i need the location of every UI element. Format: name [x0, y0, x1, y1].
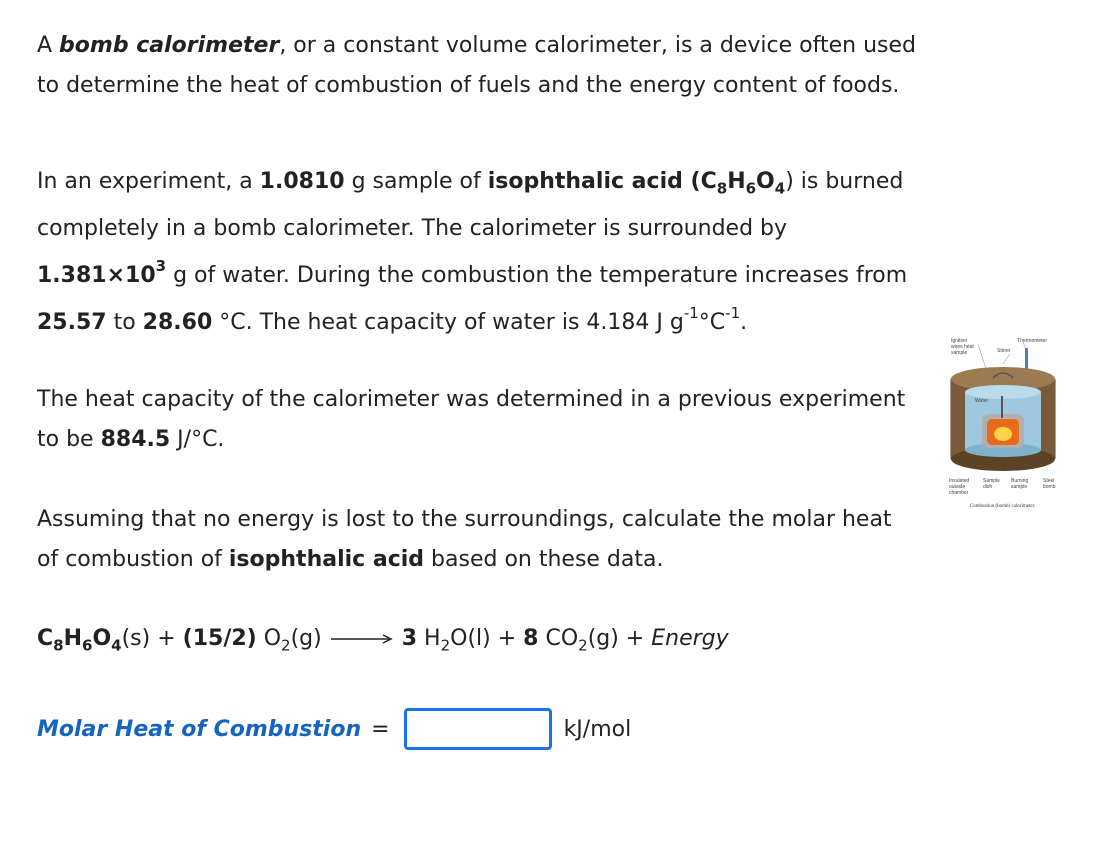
eq-sub: 6 — [82, 636, 93, 655]
water-mass-base: 1.381×10 — [37, 263, 156, 288]
reaction-equation — [37, 619, 917, 659]
eq-part: H — [417, 626, 441, 651]
co2-coefficient: 8 — [523, 626, 539, 651]
exp-text: to — [106, 310, 143, 335]
eq-part: (g) + — [587, 626, 652, 651]
eq-sub: 2 — [578, 636, 588, 655]
sample-mass: 1.0810 — [259, 169, 345, 194]
eq-sub: 2 — [281, 636, 291, 655]
bomb-calorimeter-figure — [935, 334, 1070, 514]
label-insulated: Insulated outside chamber — [949, 478, 970, 496]
cal-text: J/°C. — [170, 427, 225, 452]
exp-text: °C. The heat capacity of water is 4.184 J g — [212, 310, 684, 335]
cal-text: The heat capacity of the calorimeter was determined in a previous experiment to be — [37, 387, 906, 452]
experiment-paragraph — [37, 158, 917, 346]
exp-text: g of water. During the combustion the temperature increases from — [166, 263, 908, 288]
molar-heat-input[interactable] — [404, 708, 552, 750]
energy-term: Energy — [651, 626, 729, 651]
label-dish: Sample dish — [983, 478, 1000, 490]
eq-part: C — [37, 626, 54, 651]
question-compound: isophthalic acid — [228, 547, 425, 572]
label-stirrer: Stirrer — [997, 348, 1011, 354]
label-burning: Burning sample — [1011, 478, 1029, 490]
figure-caption: Combustion (bomb) calorimeter. — [969, 504, 1036, 509]
eq-sub: 8 — [53, 636, 64, 655]
exp-text: ) is burned completely in a bomb calorimeter. The calorimeter is surrounded by — [37, 169, 904, 241]
label-thermometer: Thermometer — [1017, 338, 1048, 344]
answer-row — [37, 707, 917, 751]
bomb-calorimeter-term: bomb calorimeter — [59, 33, 280, 58]
final-temp: 28.60 — [142, 310, 213, 335]
eq-part: (s) + — [121, 626, 183, 651]
calorimeter-heat-capacity: 884.5 — [100, 427, 171, 452]
water-mass-exp: 3 — [155, 256, 167, 275]
formula-part: C — [700, 169, 717, 194]
q-text: Assuming that no energy is lost to the surroundings, calculate the molar heat of combustion of — [37, 507, 892, 572]
formula-part: H — [727, 169, 746, 194]
q-text: based on these data. — [424, 547, 664, 572]
eq-sub: 4 — [111, 636, 122, 655]
o2-coefficient: (15/2) — [182, 626, 257, 651]
eq-part: O(l) + — [450, 626, 524, 651]
exp-text: . — [740, 310, 748, 335]
formula-part: O — [756, 169, 775, 194]
initial-temp: 25.57 — [37, 310, 107, 335]
formula-sub: 8 — [716, 179, 728, 198]
eq-part: (g) — [290, 626, 322, 651]
formula-sub: 6 — [745, 179, 757, 198]
label-water: Water — [975, 398, 989, 404]
eq-part: O — [256, 626, 282, 651]
h2o-coefficient: 3 — [401, 626, 418, 651]
label-bomb: Steel bomb — [1043, 478, 1056, 490]
eq-part: H — [63, 626, 83, 651]
intro-text-rest: , or a constant volume calorimeter, is a device often used to determine the heat of combustion of fuels and the energy content of foods. — [37, 33, 916, 98]
compound-name: isophthalic acid — [487, 169, 683, 194]
question-paragraph — [37, 500, 917, 580]
eq-sub: 2 — [440, 636, 451, 655]
label-ignition: Ignition wires heat sample — [951, 338, 974, 356]
equals-sign: = — [371, 716, 390, 742]
unit-exp: -1 — [683, 303, 699, 322]
eq-part: CO — [538, 626, 579, 651]
formula-sub: 4 — [774, 179, 786, 198]
calorimeter-paragraph — [37, 380, 917, 460]
intro-paragraph — [37, 26, 917, 106]
intro-text: A — [37, 33, 60, 58]
water-mass — [37, 256, 167, 288]
answer-label: Molar Heat of Combustion — [37, 716, 362, 742]
exp-text: °C — [698, 310, 726, 335]
compound-formula — [700, 169, 786, 198]
eq-part: O — [92, 626, 112, 651]
unit-exp: -1 — [725, 303, 741, 322]
reaction-arrow-icon — [329, 633, 395, 645]
answer-unit: kJ/mol — [563, 716, 632, 742]
exp-text: g sample of — [344, 169, 488, 194]
exp-text: In an experiment, a — [37, 169, 260, 194]
exp-text: ( — [682, 169, 701, 194]
problem-text — [37, 26, 917, 751]
